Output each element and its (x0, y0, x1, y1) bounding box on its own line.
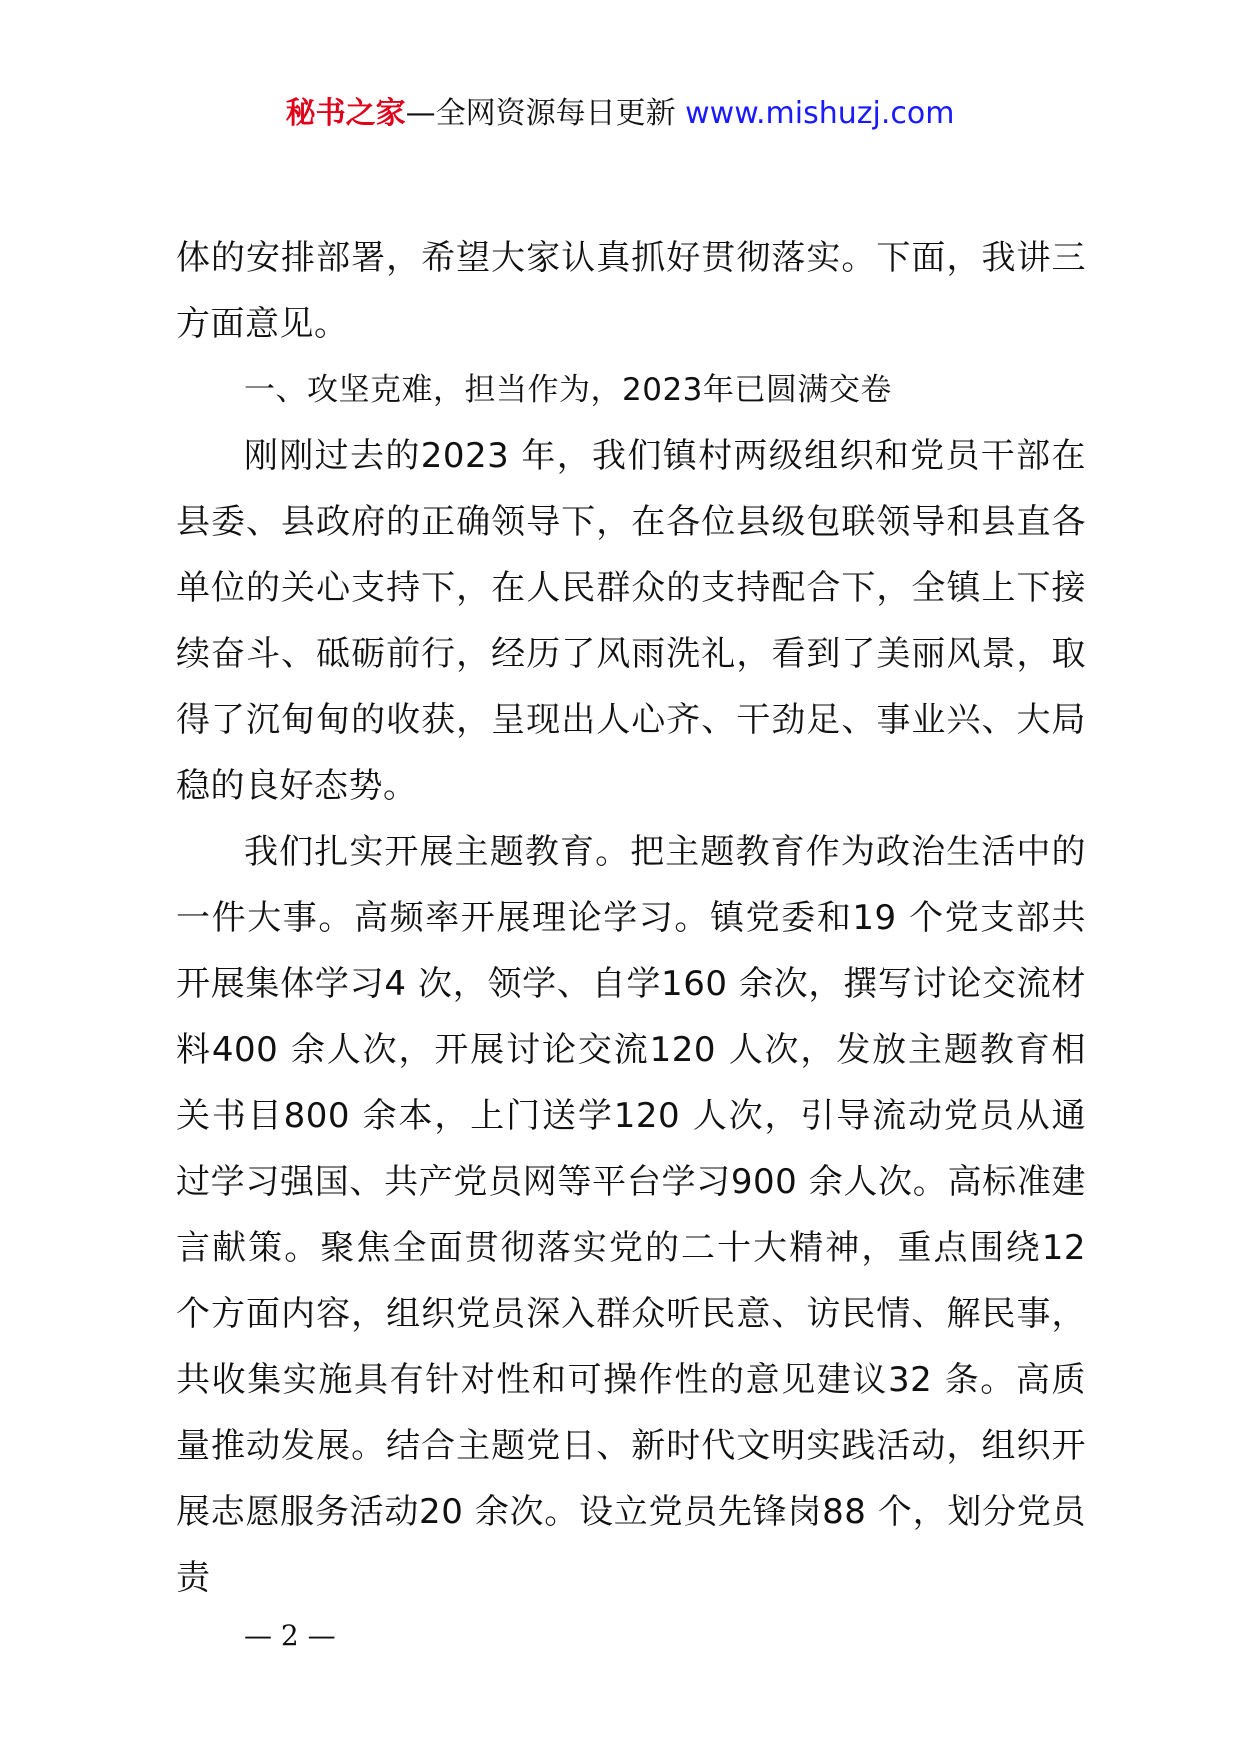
paragraph-continued: 体的安排部署，希望大家认真抓好贯彻落实。下面，我讲三方面意见。 (176, 238, 1086, 344)
document-body (176, 225, 1086, 1611)
page-number: — 2 — (244, 1619, 336, 1652)
site-header (0, 94, 1240, 134)
site-tagline: —全网资源每日更新 (405, 96, 676, 131)
paragraph: 我们扎实开展主题教育。把主题教育作为政治生活中的一件大事。高频率开展理论学习。镇党委和19 个党支部共开展集体学习4 次，领学、自学160 余次，撰写讨论交流材料400 余人次，开展讨论交流120 人次，发放主题教育相关书目800 余本，上门送学120 人次，引导流动党员从通过学习强国、共产党员网等平台学习900 余人次。高标准建言献策。聚焦全面贯彻落实党的二十大精神，重点围绕12 个方面内容，组织党员深入群众听民意、访民情、解民事，共收集实施具有针对性和可操作性的意见建议32 条。高质量推动发展。结合主题党日、新时代文明实践活动，组织开展志愿服务活动20 余次。设立党员先锋岗88 个，划分党员责 (176, 832, 1086, 1598)
site-url[interactable]: www.mishuzj.com (685, 96, 955, 131)
section-heading: 一、攻坚克难，担当作为，2023年已圆满交卷 (244, 372, 892, 408)
site-brand: 秘书之家 (285, 96, 406, 131)
paragraph: 刚刚过去的2023 年，我们镇村两级组织和党员干部在县委、县政府的正确领导下，在各位县级包联领导和县直各单位的关心支持下，在人民群众的支持配合下，全镇上下接续奋斗、砥砺前行，经历了风雨洗礼，看到了美丽风景，取得了沉甸甸的收获，呈现出人心齐、干劲足、事业兴、大局稳的良好态势。 (176, 436, 1086, 806)
